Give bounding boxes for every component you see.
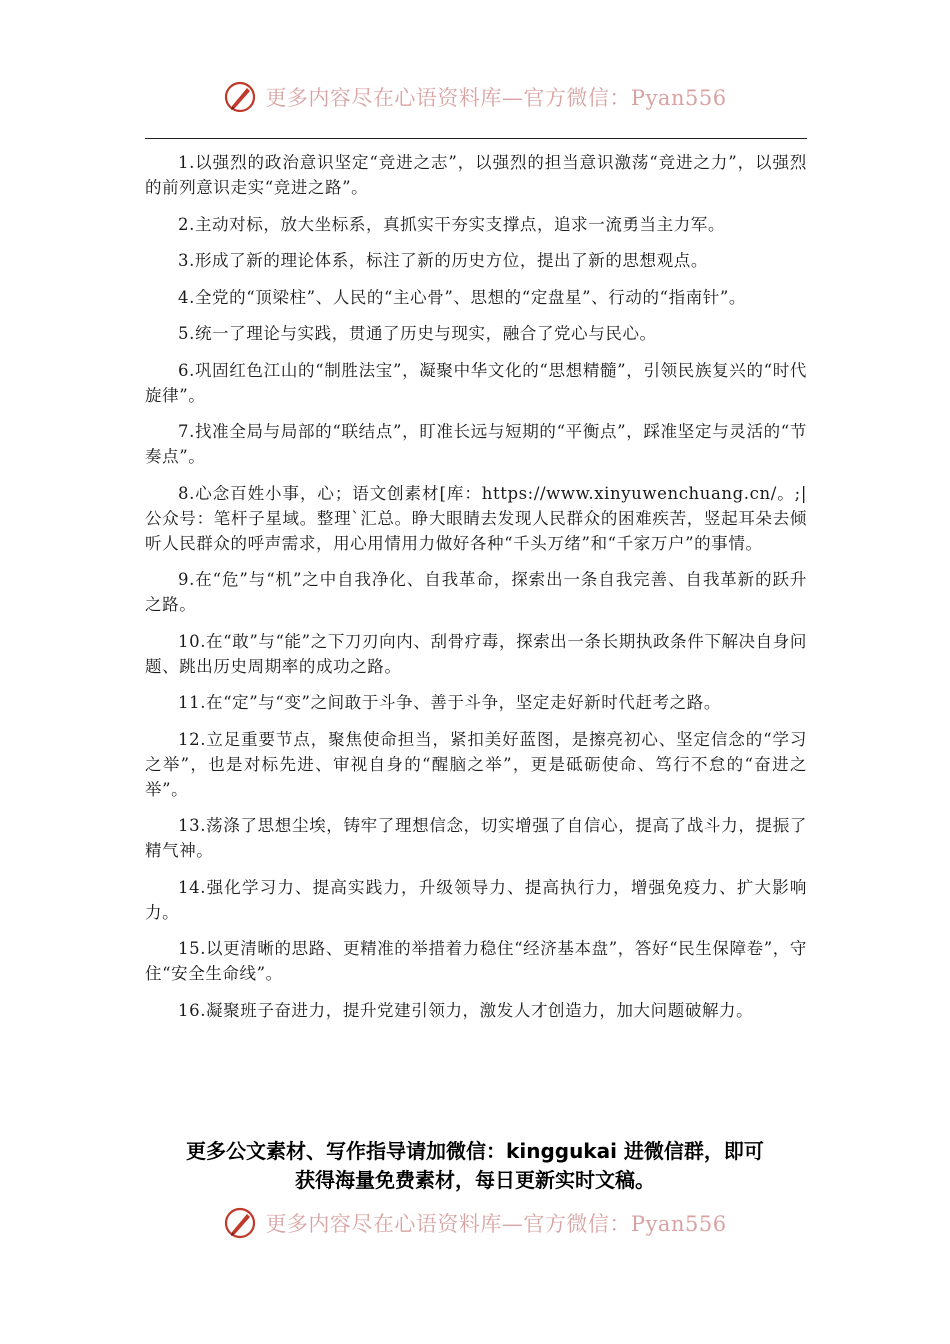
footer-banner bbox=[0, 1206, 950, 1240]
paragraph-15: 15.以更清晰的思路、更精准的举措着力稳住“经济基本盘”，答好“民生保障卷”，守住“安全生命线”。 bbox=[145, 939, 807, 983]
paragraph-7: 7.找准全局与局部的“联结点”，盯准长远与短期的“平衡点”，踩准坚定与灵活的“节奏点”。 bbox=[145, 422, 807, 466]
document-body bbox=[145, 150, 807, 1034]
footer-note bbox=[0, 1137, 950, 1195]
quill-pen-logo-icon bbox=[223, 80, 257, 114]
paragraph-2: 2.主动对标，放大坐标系，真抓实干夯实支撑点，追求一流勇当主力军。 bbox=[178, 214, 726, 234]
footer-note-line-1: 更多公文素材、写作指导请加微信：kinggukai 进微信群，即可 bbox=[186, 1139, 764, 1163]
footer-note-line-2: 获得海量免费素材，每日更新实时文稿。 bbox=[295, 1168, 655, 1192]
paragraph-9: 9.在“危”与“机”之中自我净化、自我革命，探索出一条自我完善、自我革新的跃升之路。 bbox=[145, 570, 807, 614]
paragraph-3: 3.形成了新的理论体系，标注了新的历史方位，提出了新的思想观点。 bbox=[178, 251, 708, 270]
quill-pen-logo-icon bbox=[223, 1206, 257, 1240]
paragraph-1: 1.以强烈的政治意识坚定“竞进之志”，以强烈的担当意识激荡“竞进之力”，以强烈的前列意识走实“竞进之路”。 bbox=[145, 153, 807, 197]
paragraph-5: 5.统一了理论与实践，贯通了历史与现实，融合了党心与民心。 bbox=[178, 324, 657, 343]
paragraph-13: 13.荡涤了思想尘埃，铸牢了理想信念，切实增强了自信心，提高了战斗力，提振了精气神。 bbox=[145, 816, 807, 860]
paragraph-11: 11.在“定”与“变”之间敢于斗争、善于斗争，坚定走好新时代赶考之路。 bbox=[178, 693, 721, 712]
paragraph-12: 12.立足重要节点，聚焦使命担当，紧扣美好蓝图，是擦亮初心、坚定信念的“学习之举”，也是对标先进、审视自身的“醒脑之举”，更是砥砺使命、笃行不怠的“奋进之举”。 bbox=[145, 729, 807, 799]
paragraph-8: 8.心念百姓小事，心；语文创素材[库：https://www.xinyuwenchuang.cn/。;|公众号：笔杆子星域。整理`汇总。睁大眼睛去发现人民群众的困难疾苦，竖起耳朵去倾听人民群众的呼声需求，用心用情用力做好各种“千头万绪”和“千家万户”的事情。 bbox=[145, 483, 807, 553]
paragraph-4: 4.全党的“顶梁柱”、人民的“主心骨”、思想的“定盘星”、行动的“指南针”。 bbox=[178, 287, 747, 307]
paragraph-14: 14.强化学习力、提高实践力，升级领导力、提高执行力，增强免疫力、扩大影响力。 bbox=[145, 877, 807, 922]
paragraph-6: 6.巩固红色江山的“制胜法宝”，凝聚中华文化的“思想精髓”，引领民族复兴的“时代旋律”。 bbox=[145, 360, 807, 405]
header-divider bbox=[145, 138, 807, 139]
header-slogan: 更多内容尽在心语资料库—官方微信：Pyan556 bbox=[265, 86, 727, 110]
paragraph-16: 16.凝聚班子奋进力，提升党建引领力，激发人才创造力，加大问题破解力。 bbox=[178, 1000, 754, 1020]
footer-slogan: 更多内容尽在心语资料库—官方微信：Pyan556 bbox=[265, 1212, 727, 1236]
header-banner bbox=[0, 80, 950, 114]
paragraph-10: 10.在“敢”与“能”之下刀刃向内、刮骨疗毒，探索出一条长期执政条件下解决自身问题、跳出历史周期率的成功之路。 bbox=[145, 631, 807, 676]
